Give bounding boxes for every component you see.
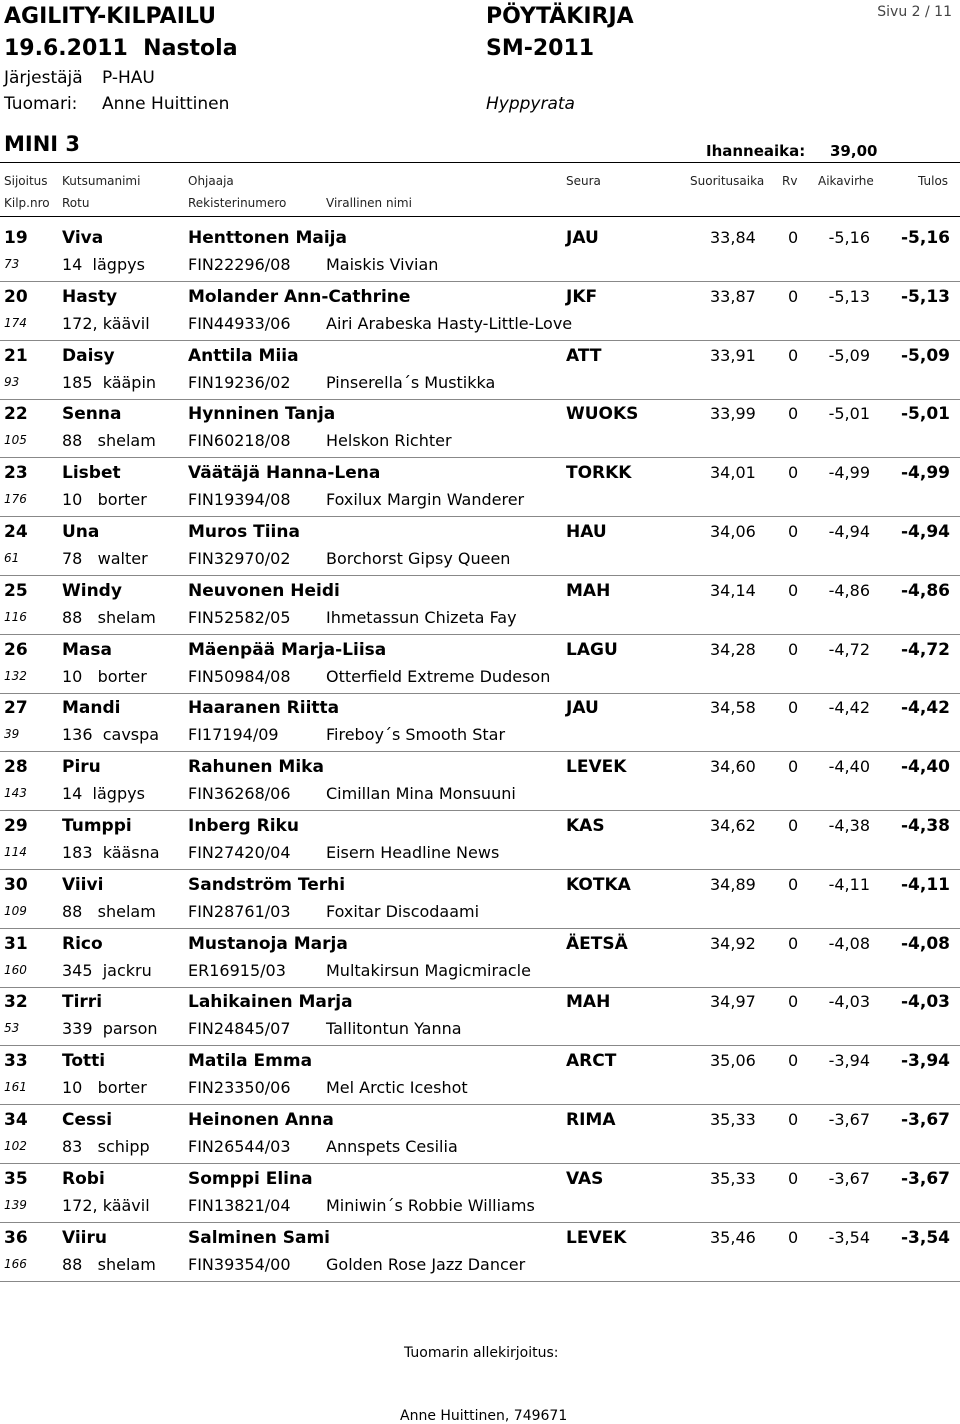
row-divider bbox=[0, 751, 960, 752]
cell-reg-no: ER16915/03 bbox=[188, 961, 286, 980]
cell-call-name: Viva bbox=[62, 228, 104, 248]
cell-reg-no: FIN28761/03 bbox=[188, 902, 291, 921]
cell-time-fault: -5,13 bbox=[828, 287, 870, 306]
cell-call-name: Robi bbox=[62, 1169, 105, 1189]
cell-time-fault: -4,38 bbox=[828, 816, 870, 835]
cell-faults: 0 bbox=[788, 228, 799, 247]
cell-breed: 78 walter bbox=[62, 549, 148, 568]
cell-run-time: 35,06 bbox=[710, 1051, 756, 1070]
cell-start-no: 73 bbox=[4, 257, 20, 271]
table-row bbox=[0, 228, 960, 286]
cell-call-name: Windy bbox=[62, 581, 122, 601]
cell-call-name: Cessi bbox=[62, 1110, 113, 1130]
cell-call-name: Una bbox=[62, 522, 100, 542]
cell-club: KAS bbox=[566, 816, 605, 836]
cell-handler: Anttila Miia bbox=[188, 346, 299, 366]
page-number: Sivu 2 / 11 bbox=[877, 4, 952, 20]
cell-result: -4,11 bbox=[901, 875, 950, 895]
cell-official-name: Borchorst Gipsy Queen bbox=[326, 549, 511, 568]
signature-name: Anne Huittinen, 749671 bbox=[400, 1408, 568, 1424]
cell-official-name: Golden Rose Jazz Dancer bbox=[326, 1255, 526, 1274]
cell-result: -5,13 bbox=[901, 287, 950, 307]
cell-reg-no: FIN13821/04 bbox=[188, 1196, 291, 1215]
cell-placement: 25 bbox=[4, 581, 28, 601]
cell-run-time: 35,33 bbox=[710, 1110, 756, 1129]
series: SM-2011 bbox=[486, 36, 595, 61]
cell-faults: 0 bbox=[788, 757, 799, 776]
cell-faults: 0 bbox=[788, 934, 799, 953]
cell-run-time: 33,91 bbox=[710, 346, 756, 365]
cell-time-fault: -3,67 bbox=[828, 1169, 870, 1188]
cell-time-fault: -4,99 bbox=[828, 463, 870, 482]
event-title: AGILITY-KILPAILU bbox=[4, 4, 216, 29]
cell-official-name: Multakirsun Magicmiracle bbox=[326, 961, 531, 980]
cell-start-no: 161 bbox=[4, 1080, 27, 1094]
row-divider bbox=[0, 281, 960, 282]
cell-start-no: 109 bbox=[4, 904, 27, 918]
cell-breed: 10 borter bbox=[62, 667, 147, 686]
cell-start-no: 61 bbox=[4, 551, 20, 565]
table-row bbox=[0, 992, 960, 1050]
cell-call-name: Viivi bbox=[62, 875, 104, 895]
cell-club: TORKK bbox=[566, 463, 632, 483]
cell-faults: 0 bbox=[788, 698, 799, 717]
cell-placement: 30 bbox=[4, 875, 28, 895]
cell-handler: Hynninen Tanja bbox=[188, 404, 336, 424]
cell-reg-no: FIN23350/06 bbox=[188, 1078, 291, 1097]
cell-run-time: 34,28 bbox=[710, 640, 756, 659]
cell-call-name: Hasty bbox=[62, 287, 118, 307]
cell-placement: 22 bbox=[4, 404, 28, 424]
ideal-time: 39,00 bbox=[830, 142, 878, 160]
cell-time-fault: -4,08 bbox=[828, 934, 870, 953]
cell-official-name: Miniwin´s Robbie Williams bbox=[326, 1196, 535, 1215]
table-row bbox=[0, 1228, 960, 1286]
cell-result: -4,03 bbox=[901, 992, 950, 1012]
cell-club: LEVEK bbox=[566, 1228, 627, 1248]
cell-breed: 88 shelam bbox=[62, 902, 156, 921]
cell-placement: 21 bbox=[4, 346, 28, 366]
cell-official-name: Ihmetassun Chizeta Fay bbox=[326, 608, 517, 627]
cell-placement: 29 bbox=[4, 816, 28, 836]
cell-start-no: 102 bbox=[4, 1139, 27, 1153]
cell-club: JAU bbox=[566, 228, 599, 248]
cell-handler: Rahunen Mika bbox=[188, 757, 324, 777]
date-place: 19.6.2011 Nastola bbox=[4, 36, 238, 61]
cell-start-no: 160 bbox=[4, 963, 27, 977]
cell-placement: 27 bbox=[4, 698, 28, 718]
cell-official-name: Foxitar Discodaami bbox=[326, 902, 480, 921]
cell-reg-no: FIN22296/08 bbox=[188, 255, 291, 274]
cell-result: -4,99 bbox=[901, 463, 950, 483]
cell-club: KOTKA bbox=[566, 875, 631, 895]
cell-reg-no: FIN19394/08 bbox=[188, 490, 291, 509]
cell-result: -4,42 bbox=[901, 698, 950, 718]
cell-faults: 0 bbox=[788, 875, 799, 894]
cell-breed: 339 parson bbox=[62, 1019, 158, 1038]
cell-breed: 88 shelam bbox=[62, 608, 156, 627]
row-divider bbox=[0, 987, 960, 988]
cell-placement: 36 bbox=[4, 1228, 28, 1248]
document-title: PÖYTÄKIRJA bbox=[486, 4, 634, 29]
cell-club: LAGU bbox=[566, 640, 618, 660]
cell-club: ARCT bbox=[566, 1051, 617, 1071]
cell-time-fault: -3,94 bbox=[828, 1051, 870, 1070]
table-row bbox=[0, 522, 960, 580]
cell-faults: 0 bbox=[788, 1228, 799, 1247]
col-reg-no: Rekisterinumero bbox=[188, 196, 287, 210]
cell-reg-no: FIN24845/07 bbox=[188, 1019, 291, 1038]
col-result: Tulos bbox=[918, 174, 949, 188]
row-divider bbox=[0, 928, 960, 929]
cell-handler: Neuvonen Heidi bbox=[188, 581, 340, 601]
row-divider bbox=[0, 340, 960, 341]
cell-result: -4,72 bbox=[901, 640, 950, 660]
cell-club: RIMA bbox=[566, 1110, 616, 1130]
cell-reg-no: FIN19236/02 bbox=[188, 373, 291, 392]
cell-placement: 26 bbox=[4, 640, 28, 660]
cell-breed: 10 borter bbox=[62, 490, 147, 509]
cell-club: MAH bbox=[566, 581, 611, 601]
row-divider bbox=[0, 1222, 960, 1223]
cell-call-name: Lisbet bbox=[62, 463, 121, 483]
cell-placement: 20 bbox=[4, 287, 28, 307]
cell-club: JKF bbox=[566, 287, 598, 307]
cell-faults: 0 bbox=[788, 640, 799, 659]
row-divider bbox=[0, 1163, 960, 1164]
col-run-time: Suoritusaika bbox=[690, 174, 765, 188]
cell-official-name: Annspets Cesilia bbox=[326, 1137, 458, 1156]
table-row bbox=[0, 1051, 960, 1109]
cell-start-no: 116 bbox=[4, 610, 27, 624]
col-placement: Sijoitus bbox=[4, 174, 48, 188]
cell-run-time: 34,60 bbox=[710, 757, 756, 776]
cell-result: -5,09 bbox=[901, 346, 950, 366]
cell-placement: 32 bbox=[4, 992, 28, 1012]
cell-start-no: 143 bbox=[4, 786, 27, 800]
cell-time-fault: -4,86 bbox=[828, 581, 870, 600]
cell-start-no: 114 bbox=[4, 845, 27, 859]
cell-time-fault: -4,40 bbox=[828, 757, 870, 776]
header-divider bbox=[0, 162, 960, 163]
cell-result: -5,01 bbox=[901, 404, 950, 424]
cell-reg-no: FIN44933/06 bbox=[188, 314, 291, 333]
cell-handler: Somppi Elina bbox=[188, 1169, 313, 1189]
table-row bbox=[0, 1110, 960, 1168]
cell-reg-no: FI17194/09 bbox=[188, 725, 279, 744]
row-divider bbox=[0, 1045, 960, 1046]
cell-handler: Mustanoja Marja bbox=[188, 934, 348, 954]
cell-club: ÄETSÄ bbox=[566, 934, 628, 954]
col-official-name: Virallinen nimi bbox=[326, 196, 412, 210]
cell-placement: 19 bbox=[4, 228, 28, 248]
signature-label: Tuomarin allekirjoitus: bbox=[404, 1345, 559, 1361]
cell-result: -4,08 bbox=[901, 934, 950, 954]
table-row bbox=[0, 875, 960, 933]
cell-club: LEVEK bbox=[566, 757, 627, 777]
cell-call-name: Tirri bbox=[62, 992, 103, 1012]
cell-time-fault: -4,72 bbox=[828, 640, 870, 659]
cell-handler: Mäenpää Marja-Liisa bbox=[188, 640, 387, 660]
cell-run-time: 34,62 bbox=[710, 816, 756, 835]
row-divider bbox=[0, 1104, 960, 1105]
cell-faults: 0 bbox=[788, 1051, 799, 1070]
cell-handler: Molander Ann-Cathrine bbox=[188, 287, 411, 307]
cell-faults: 0 bbox=[788, 404, 799, 423]
cell-reg-no: FIN26544/03 bbox=[188, 1137, 291, 1156]
col-breed: Rotu bbox=[62, 196, 90, 210]
cell-time-fault: -4,03 bbox=[828, 992, 870, 1011]
cell-breed: 185 kääpin bbox=[62, 373, 157, 392]
cell-time-fault: -5,09 bbox=[828, 346, 870, 365]
cell-call-name: Masa bbox=[62, 640, 112, 660]
cell-reg-no: FIN32970/02 bbox=[188, 549, 291, 568]
cell-breed: 136 cavspa bbox=[62, 725, 160, 744]
cell-handler: Heinonen Anna bbox=[188, 1110, 334, 1130]
cell-run-time: 34,01 bbox=[710, 463, 756, 482]
cell-handler: Haaranen Riitta bbox=[188, 698, 340, 718]
row-divider bbox=[0, 693, 960, 694]
cell-breed: 83 schipp bbox=[62, 1137, 150, 1156]
table-row bbox=[0, 1169, 960, 1227]
row-divider bbox=[0, 810, 960, 811]
cell-call-name: Senna bbox=[62, 404, 122, 424]
table-row bbox=[0, 698, 960, 756]
cell-official-name: Pinserella´s Mustikka bbox=[326, 373, 496, 392]
col-call-name: Kutsumanimi bbox=[62, 174, 141, 188]
cell-handler: Salminen Sami bbox=[188, 1228, 330, 1248]
cell-start-no: 39 bbox=[4, 727, 20, 741]
cell-run-time: 33,99 bbox=[710, 404, 756, 423]
cell-time-fault: -3,54 bbox=[828, 1228, 870, 1247]
cell-faults: 0 bbox=[788, 992, 799, 1011]
cell-start-no: 93 bbox=[4, 375, 20, 389]
cell-club: ATT bbox=[566, 346, 602, 366]
row-divider bbox=[0, 634, 960, 635]
cell-start-no: 174 bbox=[4, 316, 27, 330]
cell-official-name: Eisern Headline News bbox=[326, 843, 500, 862]
cell-handler: Henttonen Maija bbox=[188, 228, 347, 248]
cell-result: -3,67 bbox=[901, 1169, 950, 1189]
cell-faults: 0 bbox=[788, 522, 799, 541]
cell-reg-no: FIN50984/08 bbox=[188, 667, 291, 686]
cell-start-no: 105 bbox=[4, 433, 27, 447]
cell-faults: 0 bbox=[788, 1169, 799, 1188]
table-row bbox=[0, 934, 960, 992]
cell-breed: 345 jackru bbox=[62, 961, 152, 980]
cell-faults: 0 bbox=[788, 463, 799, 482]
table-row bbox=[0, 757, 960, 815]
cell-reg-no: FIN60218/08 bbox=[188, 431, 291, 450]
judge-label: Tuomari: bbox=[4, 94, 78, 114]
section-title: MINI 3 bbox=[4, 132, 81, 156]
cell-handler: Muros Tiina bbox=[188, 522, 300, 542]
cell-run-time: 34,97 bbox=[710, 992, 756, 1011]
cell-start-no: 139 bbox=[4, 1198, 27, 1212]
cell-official-name: Fireboy´s Smooth Star bbox=[326, 725, 506, 744]
cell-official-name: Mel Arctic Iceshot bbox=[326, 1078, 468, 1097]
cell-breed: 88 shelam bbox=[62, 1255, 156, 1274]
cell-breed: 172, käävil bbox=[62, 314, 150, 333]
cell-result: -4,38 bbox=[901, 816, 950, 836]
cell-faults: 0 bbox=[788, 287, 799, 306]
cell-call-name: Rico bbox=[62, 934, 103, 954]
cell-club: HAU bbox=[566, 522, 607, 542]
cell-run-time: 33,87 bbox=[710, 287, 756, 306]
table-row bbox=[0, 346, 960, 404]
organizer: P-HAU bbox=[102, 68, 155, 88]
col-handler: Ohjaaja bbox=[188, 174, 234, 188]
cell-run-time: 34,14 bbox=[710, 581, 756, 600]
cell-official-name: Tallitontun Yanna bbox=[326, 1019, 462, 1038]
cell-official-name: Helskon Richter bbox=[326, 431, 452, 450]
cell-breed: 14 lägpys bbox=[62, 255, 145, 274]
cell-reg-no: FIN39354/00 bbox=[188, 1255, 291, 1274]
cell-handler: Inberg Riku bbox=[188, 816, 299, 836]
col-faults: Rv bbox=[782, 174, 798, 188]
cell-official-name: Foxilux Margin Wanderer bbox=[326, 490, 525, 509]
cell-call-name: Daisy bbox=[62, 346, 115, 366]
table-row bbox=[0, 816, 960, 874]
row-divider bbox=[0, 457, 960, 458]
class-name: Hyppyrata bbox=[486, 94, 575, 114]
col-start-no: Kilp.nro bbox=[4, 196, 50, 210]
cell-reg-no: FIN52582/05 bbox=[188, 608, 291, 627]
cell-run-time: 34,89 bbox=[710, 875, 756, 894]
cell-official-name: Otterfield Extreme Dudeson bbox=[326, 667, 551, 686]
cell-placement: 23 bbox=[4, 463, 28, 483]
cell-call-name: Tumppi bbox=[62, 816, 132, 836]
cell-call-name: Viiru bbox=[62, 1228, 107, 1248]
cell-time-fault: -4,94 bbox=[828, 522, 870, 541]
cell-placement: 34 bbox=[4, 1110, 28, 1130]
cell-start-no: 132 bbox=[4, 669, 27, 683]
row-divider bbox=[0, 1281, 960, 1282]
organizer-label: Järjestäjä bbox=[4, 68, 83, 88]
cell-faults: 0 bbox=[788, 346, 799, 365]
cell-run-time: 33,84 bbox=[710, 228, 756, 247]
cell-official-name: Airi Arabeska Hasty-Little-Love bbox=[326, 314, 573, 333]
cell-breed: 10 borter bbox=[62, 1078, 147, 1097]
cell-placement: 28 bbox=[4, 757, 28, 777]
table-row bbox=[0, 581, 960, 639]
cell-official-name: Cimillan Mina Monsuuni bbox=[326, 784, 516, 803]
table-row bbox=[0, 287, 960, 345]
cell-result: -4,86 bbox=[901, 581, 950, 601]
cell-time-fault: -5,01 bbox=[828, 404, 870, 423]
table-row bbox=[0, 640, 960, 698]
row-divider bbox=[0, 516, 960, 517]
cell-handler: Matila Emma bbox=[188, 1051, 313, 1071]
cell-result: -3,54 bbox=[901, 1228, 950, 1248]
cell-handler: Väätäjä Hanna-Lena bbox=[188, 463, 381, 483]
row-divider bbox=[0, 399, 960, 400]
cell-club: JAU bbox=[566, 698, 599, 718]
col-club: Seura bbox=[566, 174, 601, 188]
cell-time-fault: -4,11 bbox=[828, 875, 870, 894]
table-row bbox=[0, 404, 960, 462]
cell-run-time: 34,92 bbox=[710, 934, 756, 953]
cell-faults: 0 bbox=[788, 581, 799, 600]
cell-club: WUOKS bbox=[566, 404, 639, 424]
cell-call-name: Totti bbox=[62, 1051, 106, 1071]
cell-time-fault: -4,42 bbox=[828, 698, 870, 717]
cell-breed: 14 lägpys bbox=[62, 784, 145, 803]
cell-result: -4,94 bbox=[901, 522, 950, 542]
cell-club: VAS bbox=[566, 1169, 604, 1189]
row-divider bbox=[0, 869, 960, 870]
cell-handler: Sandström Terhi bbox=[188, 875, 346, 895]
columns-divider bbox=[0, 216, 960, 217]
cell-placement: 35 bbox=[4, 1169, 28, 1189]
cell-breed: 88 shelam bbox=[62, 431, 156, 450]
cell-time-fault: -3,67 bbox=[828, 1110, 870, 1129]
cell-result: -4,40 bbox=[901, 757, 950, 777]
cell-breed: 183 kääsna bbox=[62, 843, 160, 862]
cell-start-no: 166 bbox=[4, 1257, 27, 1271]
cell-faults: 0 bbox=[788, 816, 799, 835]
cell-result: -3,67 bbox=[901, 1110, 950, 1130]
cell-placement: 31 bbox=[4, 934, 28, 954]
cell-reg-no: FIN36268/06 bbox=[188, 784, 291, 803]
table-row bbox=[0, 463, 960, 521]
cell-placement: 33 bbox=[4, 1051, 28, 1071]
cell-run-time: 34,58 bbox=[710, 698, 756, 717]
cell-call-name: Piru bbox=[62, 757, 101, 777]
row-divider bbox=[0, 575, 960, 576]
cell-official-name: Maiskis Vivian bbox=[326, 255, 439, 274]
cell-run-time: 35,33 bbox=[710, 1169, 756, 1188]
cell-placement: 24 bbox=[4, 522, 28, 542]
cell-run-time: 35,46 bbox=[710, 1228, 756, 1247]
cell-call-name: Mandi bbox=[62, 698, 121, 718]
cell-start-no: 53 bbox=[4, 1021, 20, 1035]
cell-result: -3,94 bbox=[901, 1051, 950, 1071]
cell-reg-no: FIN27420/04 bbox=[188, 843, 291, 862]
cell-faults: 0 bbox=[788, 1110, 799, 1129]
cell-start-no: 176 bbox=[4, 492, 27, 506]
cell-time-fault: -5,16 bbox=[828, 228, 870, 247]
cell-handler: Lahikainen Marja bbox=[188, 992, 353, 1012]
cell-result: -5,16 bbox=[901, 228, 950, 248]
cell-run-time: 34,06 bbox=[710, 522, 756, 541]
cell-club: MAH bbox=[566, 992, 611, 1012]
ideal-time-label: Ihanneaika: bbox=[706, 142, 806, 160]
judge-name: Anne Huittinen bbox=[102, 94, 230, 114]
cell-breed: 172, käävil bbox=[62, 1196, 150, 1215]
col-time-fault: Aikavirhe bbox=[818, 174, 874, 188]
